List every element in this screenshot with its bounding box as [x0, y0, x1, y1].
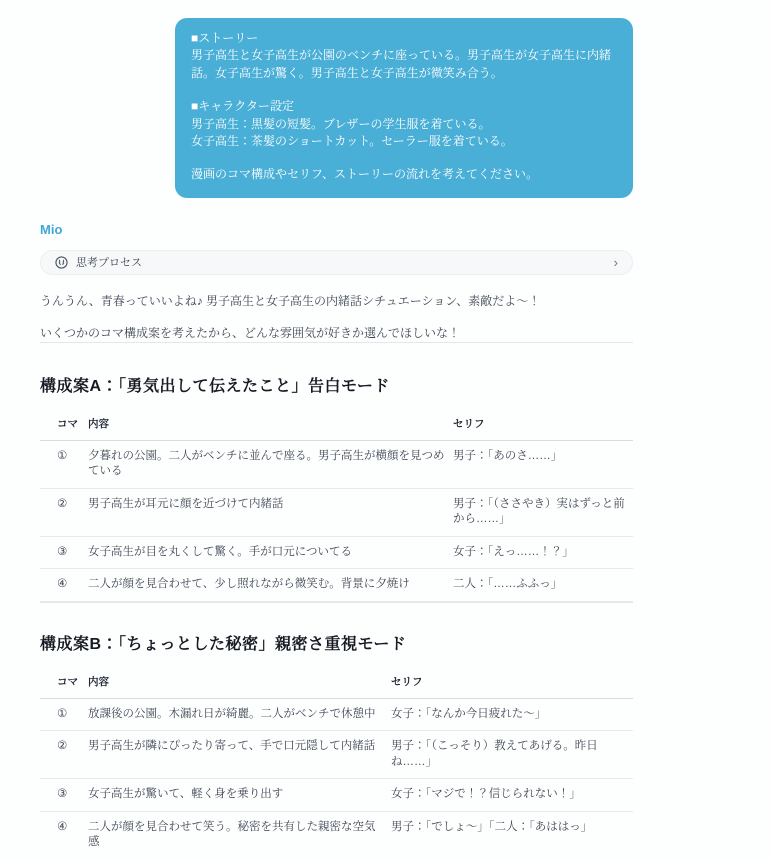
table-row — [40, 440, 633, 488]
column-header-dialogue: セリフ — [391, 668, 633, 699]
panel-number: ④ — [40, 569, 88, 602]
table-row — [40, 731, 633, 779]
panel-content: 二人が顔を見合わせて、少し照れながら微笑む。背景に夕焼け — [88, 569, 453, 602]
thought-process-toggle[interactable] — [40, 250, 633, 275]
thought-process-label: 思考プロセス — [76, 257, 142, 270]
panel-dialogue: 男子：「（ささやき）実はずっと前から……」 — [453, 488, 633, 536]
panel-table-a — [40, 410, 633, 602]
assistant-paragraph-2: いくつかのコマ構成案を考えたから、どんな雰囲気が好きか選んでほしいな！ — [40, 325, 461, 340]
panel-dialogue: 男子：「でしょ～」「二人：「あははっ」 — [391, 820, 593, 833]
panel-number: ③ — [40, 536, 88, 569]
character-title: ■キャラクター設定 — [191, 99, 295, 114]
panel-content: 夕暮れの公園。二人がベンチに並んで座る。男子高生が横顔を見つめている — [88, 440, 453, 488]
column-header-dialogue: セリフ — [453, 410, 633, 441]
assistant-name: Mio — [40, 221, 63, 237]
story-title: ■ストーリー — [191, 31, 259, 45]
table-row — [40, 779, 633, 812]
panel-content: 男子高生が耳元に顔を近づけて内緒話 — [88, 488, 453, 536]
column-header-content: 内容 — [88, 668, 391, 699]
panel-number: ① — [40, 698, 88, 731]
panel-content: 女子高生が目を丸くして驚く。手が口元についてる — [88, 536, 453, 569]
panel-dialogue: 女子：「えっ……！？」 — [453, 536, 633, 569]
panel-number: ③ — [40, 779, 88, 812]
panel-dialogue: 男子：「あのさ……」 — [453, 440, 633, 488]
thought-process-icon — [55, 256, 68, 269]
panel-content: 男子高生が隣にぴったり寄って、手で口元隠して内緒話 — [88, 731, 391, 779]
panel-number: ④ — [57, 820, 68, 833]
table-row — [40, 569, 633, 602]
section-plan-a — [40, 373, 633, 602]
request-line: 漫画のコマ構成やセリフ、ストーリーの流れを考えてください。 — [191, 167, 539, 182]
panel-number: ① — [40, 440, 88, 488]
character-block — [191, 98, 617, 150]
user-message-bubble — [175, 18, 633, 198]
panel-content: 放課後の公園。木漏れ日が綺麗。二人がベンチで休憩中 — [88, 698, 391, 731]
section-a-heading: 構成案A：「勇気出して伝えたこと」告白モード — [40, 377, 390, 395]
section-plan-b — [40, 631, 633, 859]
table-row — [40, 698, 633, 731]
character-line-girl: 女子高生：茶髪のショートカット。セーラー服を着ている。 — [191, 133, 513, 148]
panel-number: ② — [40, 731, 88, 779]
character-line-boy: 男子高生：黒髪の短髪。ブレザーの学生服を着ている。 — [191, 116, 491, 131]
table-row — [40, 488, 633, 536]
panel-dialogue: 二人：「……ふふっ」 — [453, 569, 633, 602]
story-body: 男子高生と女子高生が公園のベンチに座っている。男子高生が女子高生に内緒話。女子高生が驚く。男子高生と女子高生が微笑み合う。 — [191, 48, 612, 80]
column-header-panel: コマ — [40, 668, 88, 699]
panel-dialogue: 女子：「マジで！？信じられない！」 — [391, 779, 633, 812]
assistant-paragraph-1: うんうん、青春っていいよね♪ 男子高生と女子高生の内緒話シチュエーション、素敵だよ～！ — [40, 293, 541, 308]
divider — [40, 602, 633, 603]
panel-content: 女子高生が驚いて、軽く身を乗り出す — [88, 779, 391, 812]
chat-page — [40, 0, 633, 859]
chevron-right-icon: › — [613, 254, 618, 270]
story-block — [191, 30, 617, 82]
panel-content: 二人が顔を見合わせて笑う。秘密を共有した親密な空気感 — [88, 820, 376, 849]
panel-dialogue: 男子：「（こっそり）教えてあげる。昨日ね……」 — [391, 731, 633, 779]
panel-table-b — [40, 668, 633, 859]
user-message-row — [40, 18, 633, 198]
divider — [40, 342, 633, 343]
table-row — [40, 536, 633, 569]
panel-dialogue: 女子：「なんか今日疲れた～」 — [391, 698, 633, 731]
table-row — [40, 811, 633, 859]
column-header-panel: コマ — [40, 410, 88, 441]
panel-number: ② — [40, 488, 88, 536]
section-b-heading: 構成案B：「ちょっとした秘密」親密さ重視モード — [40, 635, 407, 653]
table-header-row — [40, 410, 633, 441]
column-header-content: 内容 — [88, 410, 453, 441]
table-header-row — [40, 668, 633, 699]
request-block — [191, 166, 617, 183]
